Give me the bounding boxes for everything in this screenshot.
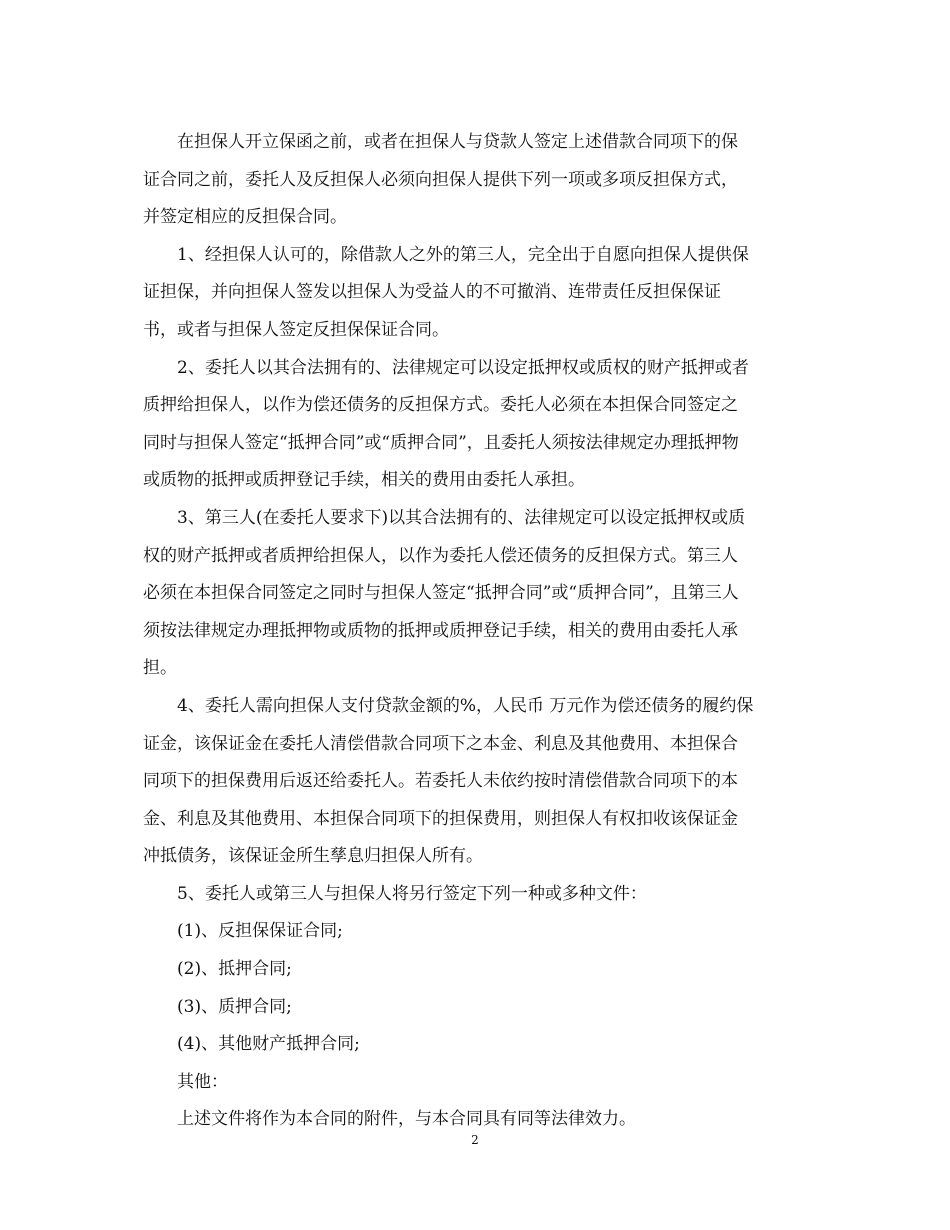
list-item: (2)、抵押合同; xyxy=(177,959,292,980)
paragraph-line: 在担保人开立保函之前，或者在担保人与贷款人签定上述借款合同项下的保 xyxy=(177,132,738,152)
paragraph-line: 或质物的抵押或质押登记手续，相关的费用由委托人承担。 xyxy=(143,470,585,491)
paragraph-line: 证合同之前，委托人及反担保人必须向担保人提供下列一项或多项反担保方式， xyxy=(143,169,738,190)
list-item: (3)、质押合同; xyxy=(177,996,292,1017)
paragraph-line: 3、第三人(在委托人要求下)以其合法拥有的、法律规定可以设定抵押权或质 xyxy=(177,507,746,528)
paragraph-line: 并签定相应的反担保合同。 xyxy=(143,207,347,228)
paragraph-line: 书，或者与担保人签定反担保保证合同。 xyxy=(143,319,449,340)
paragraph-line: 证担保，并向担保人签发以担保人为受益人的不可撤消、连带责任反担保保证 xyxy=(143,282,721,303)
page-number: 2 xyxy=(471,1133,479,1147)
paragraph-line: 2、委托人以其合法拥有的、法律规定可以设定抵押权或质权的财产抵押或者 xyxy=(177,357,749,378)
paragraph-line: 冲抵债务，该保证金所生孳息归担保人所有。 xyxy=(143,846,483,867)
paragraph-line: 1、经担保人认可的，除借款人之外的第三人，完全出于自愿向担保人提供保 xyxy=(177,244,749,265)
paragraph-line: 4、委托人需向担保人支付贷款金额的%，人民币 万元作为偿还债务的履约保 xyxy=(177,695,754,716)
paragraph-line: 必须在本担保合同签定之同时与担保人签定“抵押合同”或“质押合同”，且第三人 xyxy=(143,583,739,604)
paragraph-line: 须按法律规定办理抵押物或质物的抵押或质押登记手续，相关的费用由委托人承 xyxy=(143,620,738,641)
paragraph-line: 担。 xyxy=(143,658,177,679)
document-body xyxy=(143,124,809,1139)
list-item: (4)、其他财产抵押合同; xyxy=(177,1034,360,1055)
paragraph-line: 证金，该保证金在委托人清偿借款合同项下之本金、利息及其他费用、本担保合 xyxy=(143,733,738,754)
paragraph-line: 同时与担保人签定“抵押合同”或“质押合同”，且委托人须按法律规定办理抵押物 xyxy=(143,432,739,453)
paragraph-line: 金、利息及其他费用、本担保合同项下的担保费用，则担保人有权扣收该保证金 xyxy=(143,808,738,829)
list-item: (1)、反担保保证合同; xyxy=(177,921,343,942)
paragraph-line: 5、委托人或第三人与担保人将另行签定下列一种或多种文件： xyxy=(177,883,647,904)
paragraph-line: 其他： xyxy=(177,1071,228,1092)
paragraph-line: 权的财产抵押或者质押给担保人，以作为委托人偿还债务的反担保方式。第三人 xyxy=(143,545,738,566)
paragraph-line: 同项下的担保费用后返还给委托人。若委托人未依约按时清偿借款合同项下的本 xyxy=(143,771,738,792)
paragraph-line: 上述文件将作为本合同的附件，与本合同具有同等法律效力。 xyxy=(177,1109,636,1130)
paragraph-line: 质押给担保人，以作为偿还债务的反担保方式。委托人必须在本担保合同签定之 xyxy=(143,395,738,416)
